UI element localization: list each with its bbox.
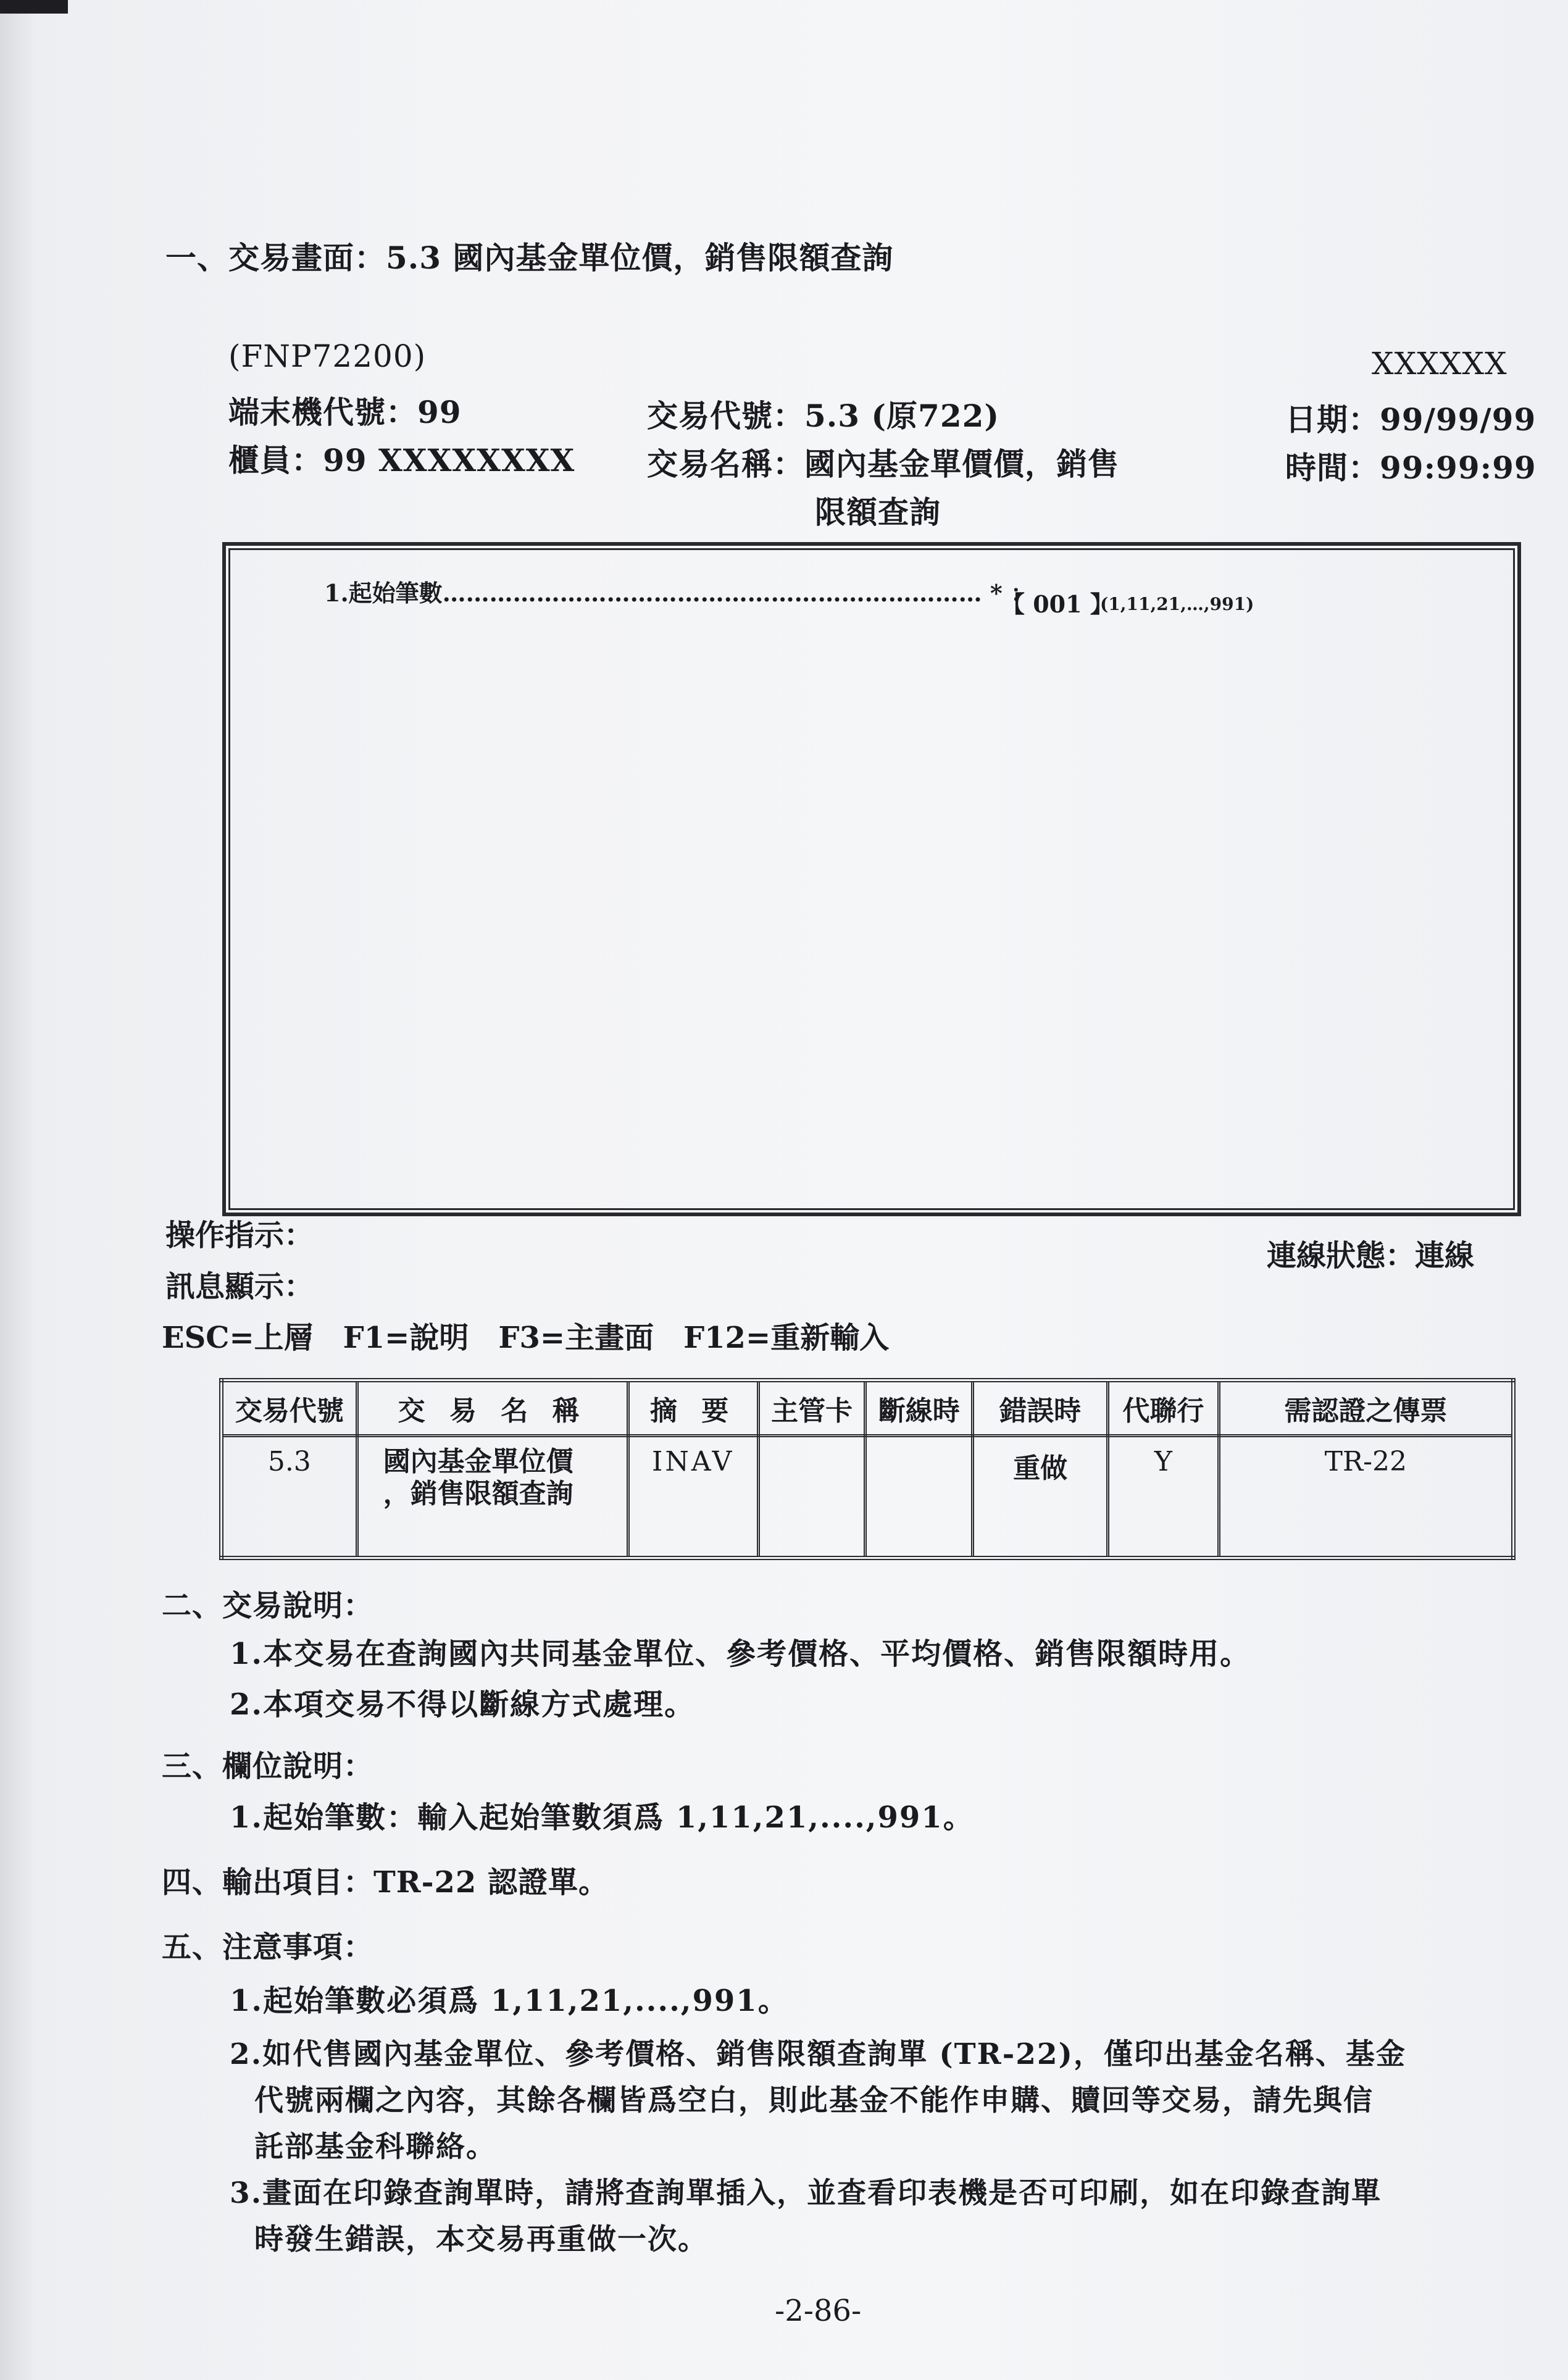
section-5-item-1: 1.起始筆數必須爲 1,11,21,....,991。 [230,1984,789,2018]
start-count-input[interactable]: 【 001 】 [1001,590,1114,618]
col-header-code: 交易代號 [222,1380,357,1436]
cell-name-line1: 國內基金單位價 [383,1446,573,1477]
cell-name [357,1436,628,1558]
section-2-item-1: 1.本交易在查詢國內共同基金單位、參考價格、平均價格、銷售限額時用。 [230,1637,1251,1671]
cell-agent-bank: Y [1108,1436,1219,1558]
col-header-offline: 斷線時 [865,1380,973,1436]
section-heading: 一、交易畫面：5.3 國內基金單位價，銷售限額查詢 [165,240,894,276]
start-count-hint: (1,11,21,…,991) [1100,594,1254,614]
cell-name-line2: ，銷售限額查詢 [383,1478,573,1509]
section-5-item-3-line-1: 3.畫面在印錄查詢單時，請將查詢單插入，並查看印表機是否可印刷，如在印錄查詢單 [230,2176,1382,2210]
section-5-item-2-line-1: 2.如代售國內基金單位、參考價格、銷售限額查詢單 (TR-22)，僅印出基金名稱、基金 [230,2037,1406,2071]
cell-voucher: TR-22 [1219,1436,1513,1558]
screen-id: XXXXXX [1372,346,1508,382]
connection-status: 連線狀態：連線 [1267,1238,1475,1273]
message-display: 訊息顯示： [165,1269,314,1304]
col-header-name: 交 易 名 稱 [357,1380,628,1436]
table-row [222,1436,1514,1558]
date-field: 日期：99/99/99 [1285,401,1537,438]
section-3-title: 三、欄位說明： [162,1749,374,1784]
col-header-voucher: 需認證之傳票 [1219,1380,1513,1436]
teller-id: 櫃員：99 XXXXXXXX [228,442,575,478]
page-corner-shadow [0,0,68,14]
transaction-name-cont: 限額查詢 [815,494,941,530]
section-2-item-2: 2.本項交易不得以斷線方式處理。 [230,1687,696,1722]
start-count-label: 1.起始筆數…………………………………………………………… * ： [324,579,1035,607]
cell-code: 5.3 [222,1436,357,1558]
table-header-row [222,1380,1514,1436]
section-5-item-2-line-3: 託部基金科聯絡。 [254,2130,496,2164]
function-keys: ESC=上層 F1=說明 F3=主畫面 F12=重新輸入 [162,1321,890,1355]
binding-edge [0,0,37,2380]
section-5-item-2-line-2: 代號兩欄之內容，其餘各欄皆爲空白，則此基金不能作申購、贖回等交易，請先與信 [254,2084,1374,2118]
transaction-table [219,1378,1516,1560]
transaction-name: 交易名稱：國內基金單價價，銷售 [647,446,1119,482]
terminal-id: 端末機代號：99 [228,394,462,430]
col-header-summary: 摘 要 [628,1380,758,1436]
section-2-title: 二、交易說明： [162,1589,374,1623]
operation-prompt: 操作指示： [165,1218,314,1253]
section-5-item-3-line-2: 時發生錯誤，本交易再重做一次。 [254,2223,708,2257]
section-4-title: 四、輸出項目：TR-22 認證單。 [162,1865,609,1900]
cell-on-error: 重做 [973,1436,1108,1558]
transaction-code: 交易代號：5.3 (原722) [647,398,1000,434]
section-5-title: 五、注意事項： [162,1930,374,1965]
screen-code: (FNP72200) [228,338,427,374]
terminal-screen-box [222,542,1521,1216]
cell-supervisor [758,1436,865,1558]
cell-summary: INAV [628,1436,758,1558]
time-field: 時間：99:99:99 [1285,449,1537,486]
col-header-supervisor: 主管卡 [758,1380,865,1436]
page-number: -2-86- [775,2294,862,2328]
section-3-item-1: 1.起始筆數：輸入起始筆數須爲 1,11,21,....,991。 [230,1800,974,1835]
col-header-agent-bank: 代聯行 [1108,1380,1219,1436]
cell-offline [865,1436,973,1558]
col-header-on-error: 錯誤時 [973,1380,1108,1436]
